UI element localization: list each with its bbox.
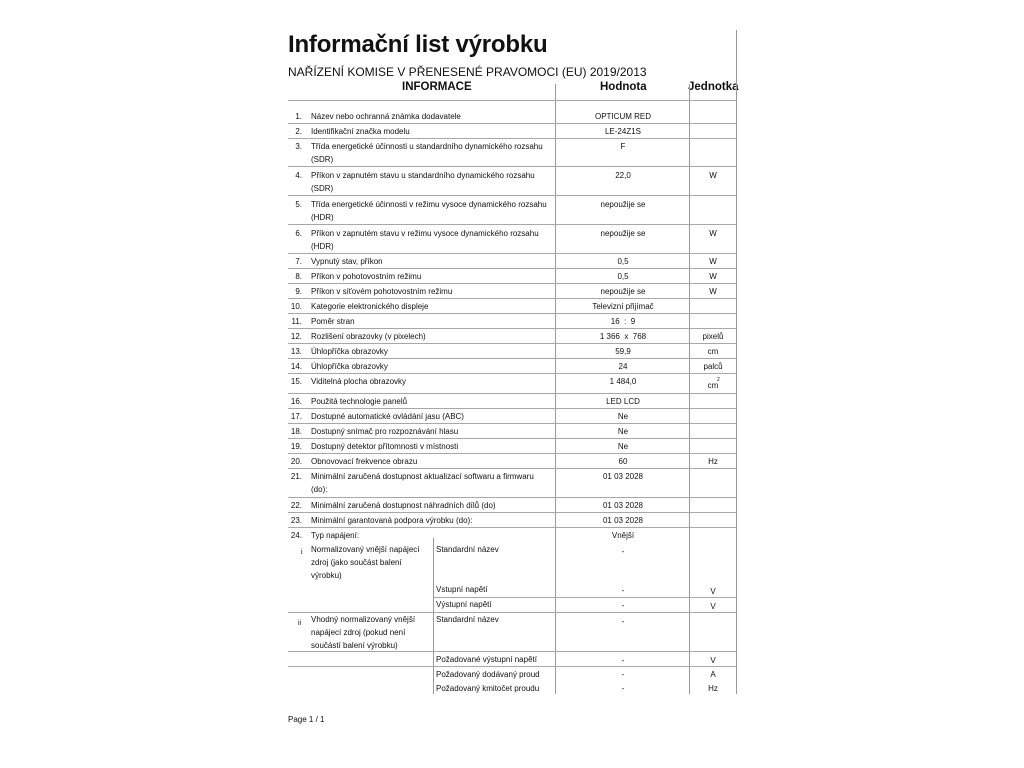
field-value: - — [621, 684, 625, 693]
row-label-line-2: (SDR) — [311, 155, 334, 164]
row-unit: W — [709, 229, 717, 238]
row-value: 01 03 2028 — [602, 472, 644, 481]
row-number: 21. — [290, 472, 302, 481]
row-label: Úhlopříčka obrazovky — [311, 347, 388, 356]
row-divider — [288, 138, 736, 139]
row-number: 3. — [295, 142, 302, 151]
row-number: 13. — [290, 347, 302, 356]
row-label: Identifikační značka modelu — [311, 127, 410, 136]
row-divider — [288, 343, 736, 344]
row-divider — [288, 283, 736, 284]
power-supply-label: součástí balení výrobku) — [311, 641, 398, 650]
row-label: Dostupný snímač pro rozpoznávání hlasu — [311, 427, 459, 436]
row-value: Ne — [617, 442, 629, 451]
row-label: Rozlišení obrazovky (v pixelech) — [311, 332, 426, 341]
field-unit: V — [710, 587, 716, 596]
row-number: 23. — [290, 516, 302, 525]
field-value: - — [621, 547, 625, 556]
power-supply-label: Normalizovaný vnější napájecí — [311, 545, 420, 554]
row-number: 9. — [295, 287, 302, 296]
row-label: Typ napájení: — [311, 531, 360, 540]
row-label: Minimální garantovaná podpora výrobku (do): — [311, 516, 473, 525]
row-label: Minimální zaručená dostupnost náhradních dílů (do) — [311, 501, 496, 510]
row-value: LED LCD — [606, 397, 640, 406]
row-label-line-2: (do): — [311, 485, 328, 494]
power-supply-label: zdroj (jako součást balení — [311, 558, 402, 567]
row-value: 1 366 x 768 — [599, 332, 647, 341]
document-subtitle: NAŘÍZENÍ KOMISE V PŘENESENÉ PRAVOMOCI (EU) 2019/2013 — [288, 65, 647, 79]
row-label: Název nebo ochranná známka dodavatele — [311, 112, 461, 121]
row-value: 22,0 — [615, 171, 631, 180]
row-label: Příkon v zapnutém stavu v režimu vysoce dynamického rozsahu — [311, 229, 539, 238]
roman-numeral: ii — [298, 620, 302, 627]
field-unit: A — [710, 670, 716, 679]
row-number: 16. — [290, 397, 302, 406]
row-label-line-2: (SDR) — [311, 184, 334, 193]
row-value: Televizní přijímač — [592, 302, 654, 311]
row-value: 24 — [618, 362, 628, 371]
header-value: Hodnota — [600, 81, 647, 93]
row-number: 11. — [291, 317, 302, 326]
row-divider — [288, 468, 736, 469]
row-value: nepoužije se — [600, 229, 646, 238]
field-name: Standardní název — [436, 615, 499, 624]
header-unit: Jednotka — [688, 81, 739, 93]
row-label: Viditelná plocha obrazovky — [311, 377, 407, 386]
row-number: 15. — [290, 377, 302, 386]
row-divider — [288, 123, 736, 124]
row-value: Vnější — [611, 531, 635, 540]
row-divider — [288, 393, 736, 394]
page-edge-rule — [736, 30, 737, 694]
field-unit: V — [710, 656, 716, 665]
field-name: Standardní název — [436, 545, 499, 554]
row-label: Dostupný detektor přítomnosti v místnosti — [311, 442, 459, 451]
row-value: 0,5 — [617, 272, 629, 281]
page-footer: Page 1 / 1 — [288, 715, 325, 724]
row-unit: palců — [703, 362, 723, 371]
row-divider — [288, 527, 736, 528]
row-value: F — [620, 142, 626, 151]
row-divider — [288, 408, 736, 409]
row-label: Třída energetické účinnosti v režimu vysoce dynamického rozsahu — [311, 200, 547, 209]
row-divider — [288, 166, 736, 167]
row-value: 60 — [618, 457, 628, 466]
field-name: Požadovaný kmitočet proudu — [436, 684, 540, 693]
row-number: 7. — [295, 257, 302, 266]
row-unit: pixelů — [702, 332, 724, 341]
row-label: Poměr stran — [311, 317, 355, 326]
row-divider — [288, 328, 736, 329]
row-unit: cm — [707, 381, 719, 390]
field-value: - — [621, 601, 625, 610]
row-label: Obnovovací frekvence obrazu — [311, 457, 418, 466]
row-unit: W — [709, 257, 717, 266]
row-number: 5. — [295, 200, 302, 209]
row-label: Dostupné automatické ovládání jasu (ABC) — [311, 412, 464, 421]
row-divider — [288, 100, 736, 101]
row-label: Příkon v pohotovostním režimu — [311, 272, 422, 281]
row-number: 18. — [290, 427, 302, 436]
field-unit: V — [710, 602, 716, 611]
row-number: 17. — [290, 412, 302, 421]
row-number: 22. — [290, 501, 302, 510]
row-value: Ne — [617, 427, 629, 436]
field-name: Výstupní napětí — [436, 600, 492, 609]
column-divider — [555, 84, 556, 694]
row-divider — [288, 253, 736, 254]
row-number: 2. — [295, 127, 302, 136]
row-unit: cm — [707, 347, 719, 356]
row-number: 14. — [290, 362, 302, 371]
row-unit: Hz — [708, 457, 718, 466]
row-number: 20. — [290, 457, 302, 466]
row-divider — [288, 423, 736, 424]
field-value: - — [621, 656, 625, 665]
row-number: 4. — [295, 171, 302, 180]
row-value: Ne — [617, 412, 629, 421]
row-value: 0,5 — [617, 257, 629, 266]
row-label: Minimální zaručená dostupnost aktualizací softwaru a firmwaru — [311, 472, 534, 481]
field-value: - — [621, 586, 625, 595]
row-value: LE-24Z1S — [604, 127, 642, 136]
field-value: - — [621, 670, 625, 679]
unit-superscript: 2 — [717, 377, 720, 383]
row-number: 24. — [290, 531, 302, 540]
power-supply-label: Vhodný normalizovaný vnější — [311, 615, 416, 624]
field-name: Požadované výstupní napětí — [436, 655, 537, 664]
row-divider — [288, 497, 736, 498]
power-supply-label: výrobku) — [311, 571, 342, 580]
row-divider — [288, 224, 736, 225]
row-label: Kategorie elektronického displeje — [311, 302, 429, 311]
row-value: 16 : 9 — [610, 317, 636, 326]
row-divider — [288, 358, 736, 359]
column-divider — [433, 538, 434, 694]
row-number: 10. — [290, 302, 302, 311]
row-value: nepoužije se — [600, 200, 646, 209]
row-label-line-2: (HDR) — [311, 242, 334, 251]
roman-numeral: i — [301, 549, 303, 556]
row-unit: W — [709, 287, 717, 296]
row-label: Příkon v síťovém pohotovostním režimu — [311, 287, 453, 296]
row-unit: W — [709, 272, 717, 281]
field-name: Požadovaný dodávaný proud — [436, 670, 540, 679]
row-value: 01 03 2028 — [602, 516, 644, 525]
row-value: 1 484,0 — [609, 377, 637, 386]
document-title: Informační list výrobku — [288, 31, 548, 58]
row-label: Příkon v zapnutém stavu u standardního dynamického rozsahu — [311, 171, 535, 180]
row-label: Vypnutý stav, příkon — [311, 257, 383, 266]
row-number: 8. — [295, 272, 302, 281]
row-value: OPTICUM RED — [595, 112, 651, 121]
field-unit: Hz — [708, 684, 718, 693]
row-divider — [288, 438, 736, 439]
row-divider — [288, 298, 736, 299]
row-value: 01 03 2028 — [602, 501, 644, 510]
row-divider — [288, 453, 736, 454]
row-divider — [288, 195, 736, 196]
row-number: 1. — [295, 112, 302, 121]
row-unit: W — [709, 171, 717, 180]
row-value: nepoužije se — [600, 287, 646, 296]
row-value: 59,9 — [615, 347, 631, 356]
row-label: Použitá technologie panelů — [311, 397, 408, 406]
field-value: - — [621, 617, 625, 626]
row-divider — [288, 512, 736, 513]
row-divider — [288, 313, 736, 314]
row-number: 6. — [295, 229, 302, 238]
header-info: INFORMACE — [402, 81, 472, 93]
row-label: Třída energetické účinnosti u standardního dynamického rozsahu — [311, 142, 543, 151]
row-divider — [288, 268, 736, 269]
row-label-line-2: (HDR) — [311, 213, 334, 222]
field-name: Vstupní napětí — [436, 585, 488, 594]
row-divider — [288, 373, 736, 374]
row-label: Úhlopříčka obrazovky — [311, 362, 388, 371]
row-number: 12. — [290, 332, 302, 341]
power-supply-label: napájecí zdroj (pokud není — [311, 628, 406, 637]
row-number: 19. — [290, 442, 302, 451]
